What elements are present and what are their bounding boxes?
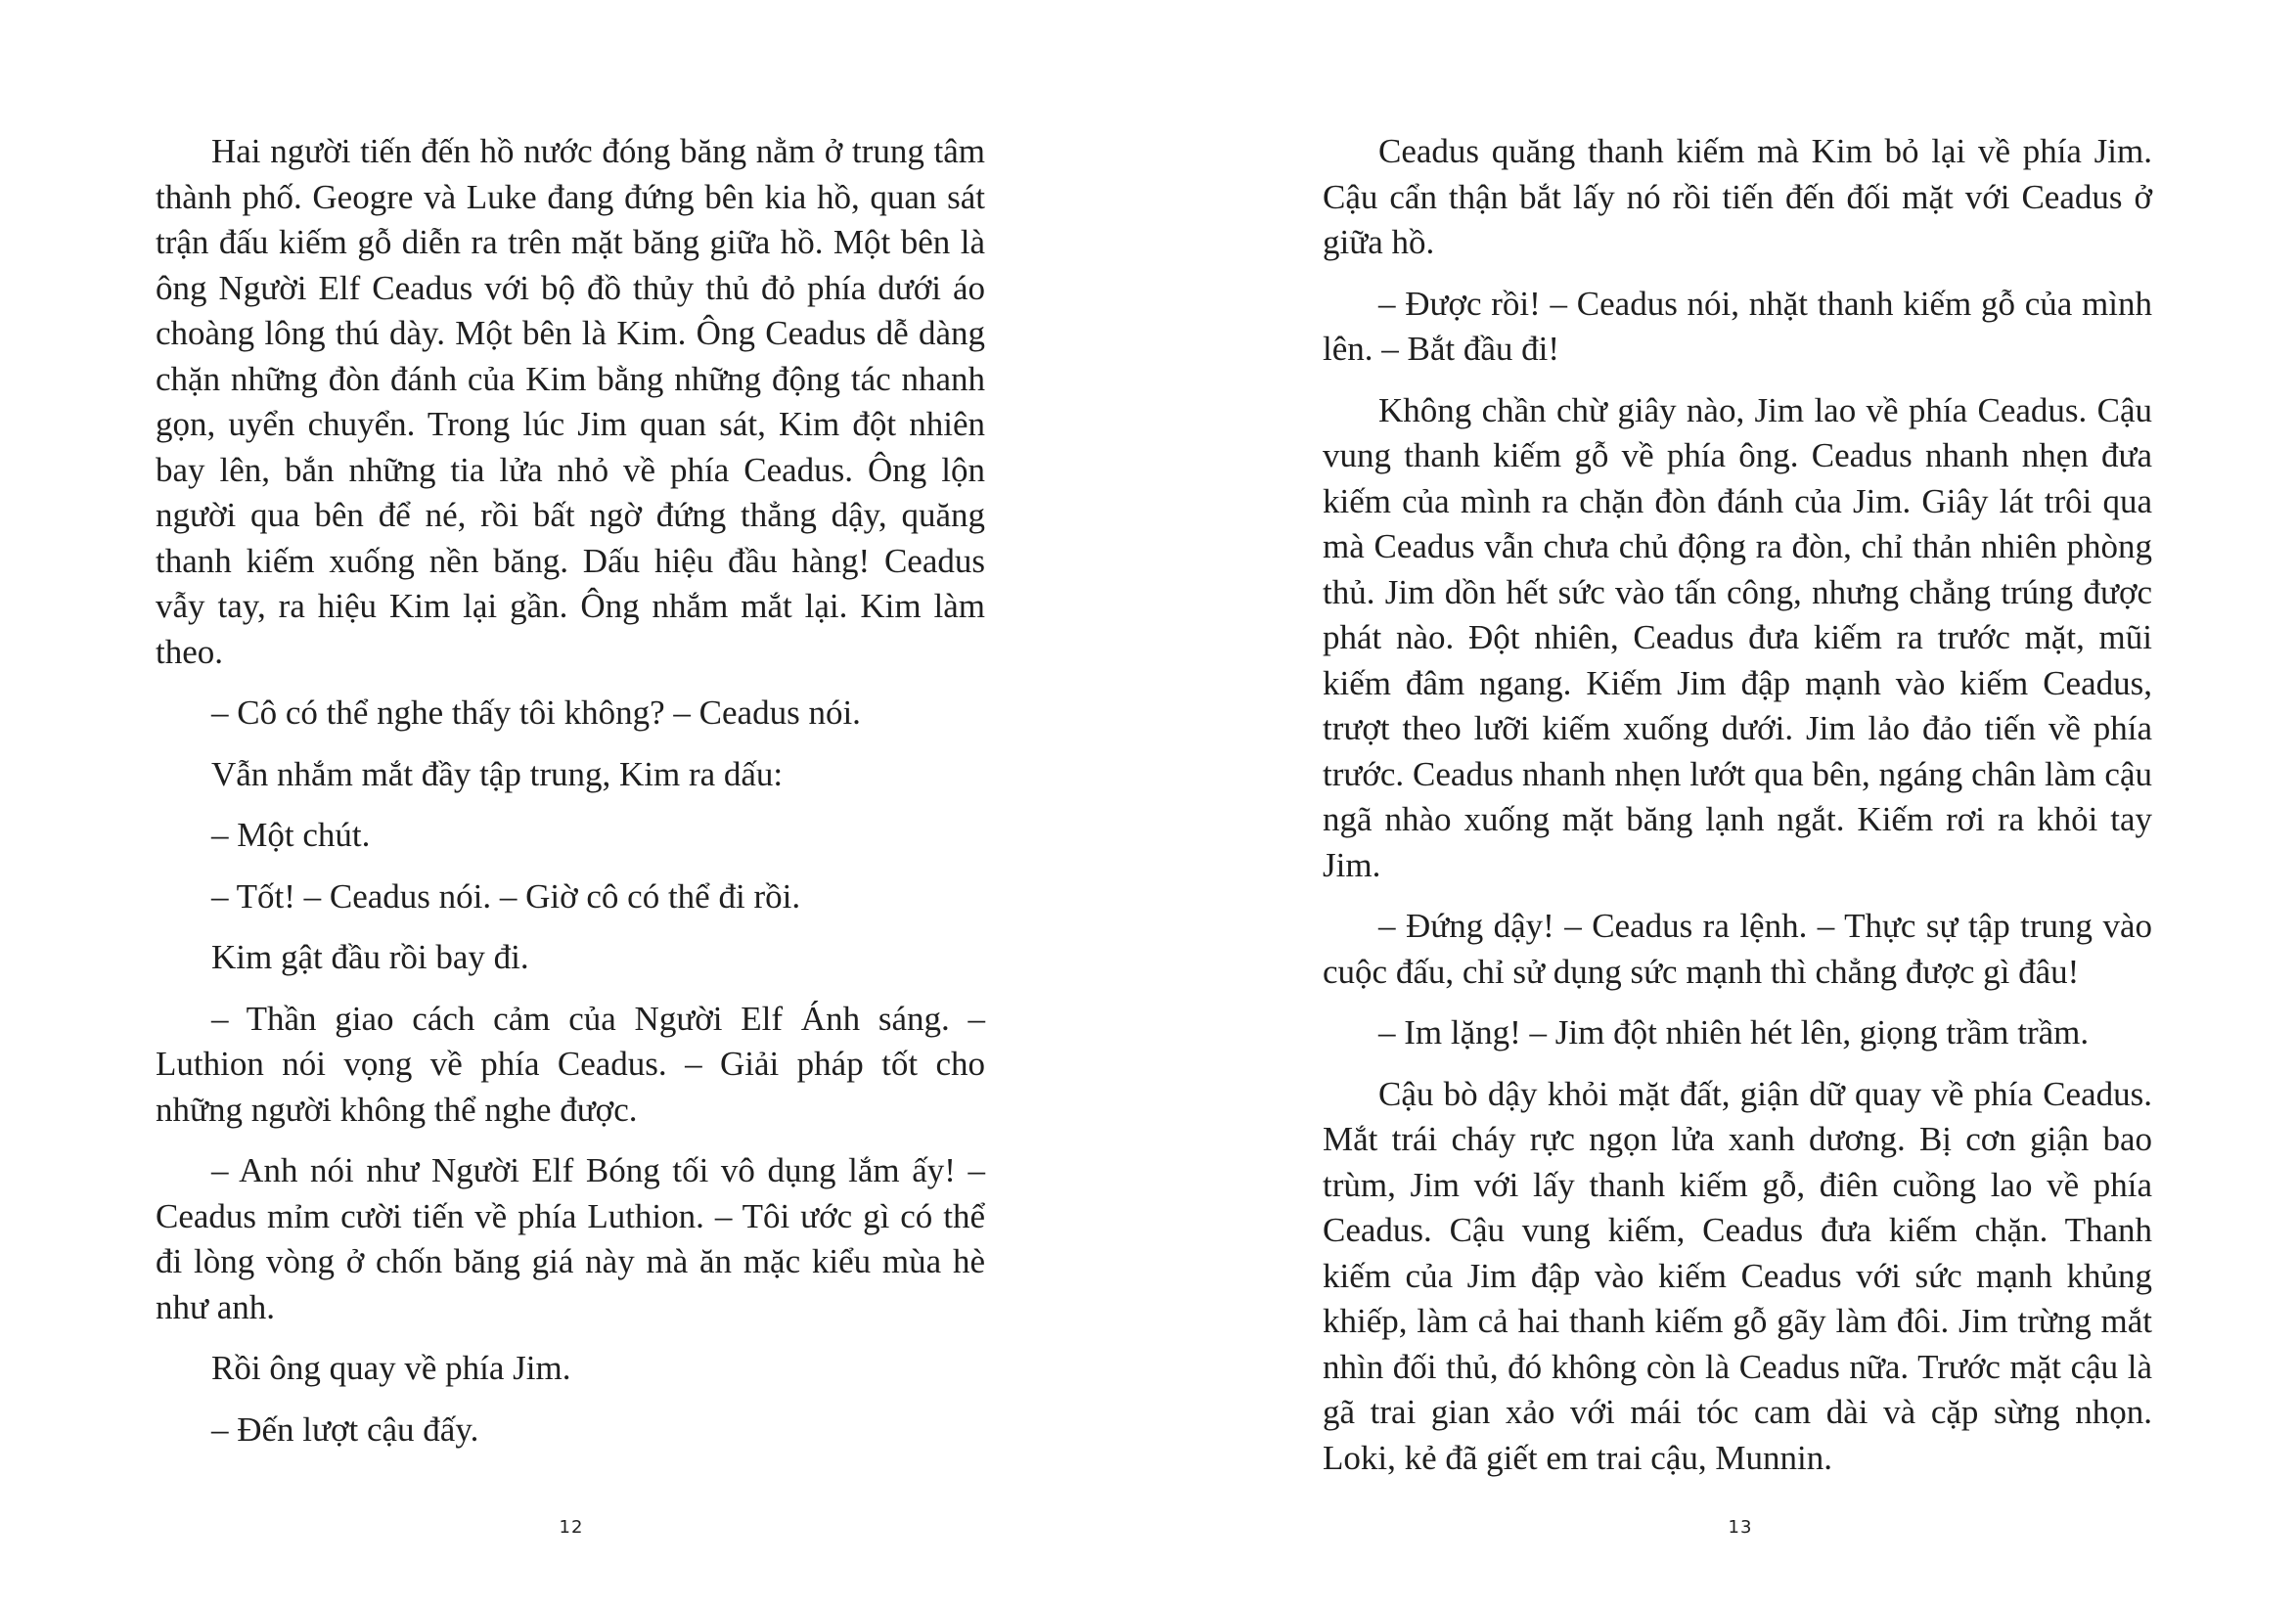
paragraph: – Im lặng! – Jim đột nhiên hét lên, giọng trầm trầm. bbox=[1378, 1013, 2090, 1051]
right-page-text bbox=[1323, 129, 2152, 1481]
paragraph: – Một chút. bbox=[211, 816, 371, 854]
paragraph: – Đứng dậy! – Ceadus ra lệnh. – Thực sự tập trung vào cuộc đấu, chỉ sử dụng sức mạnh thì chẳng được gì đâu! bbox=[1323, 907, 2152, 991]
paragraph: – Đến lượt cậu đấy. bbox=[211, 1409, 479, 1449]
paragraph: – Anh nói như Người Elf Bóng tối vô dụng lắm ấy! – Ceadus mỉm cười tiến về phía Luthion. – Tôi ước gì có thể đi lòng vòng ở chốn băng giá này mà ăn mặc kiểu mùa hè như anh. bbox=[156, 1151, 985, 1326]
right-page bbox=[1148, 0, 2296, 1610]
paragraph: Ceadus quăng thanh kiếm mà Kim bỏ lại về phía Jim. Cậu cẩn thận bắt lấy nó rồi tiến đến đối mặt với Ceadus ở giữa hồ. bbox=[1323, 132, 2152, 261]
page-number-right: 13 bbox=[1728, 1517, 1753, 1538]
paragraph: – Được rồi! – Ceadus nói, nhặt thanh kiếm gỗ của mình lên. – Bắt đầu đi! bbox=[1323, 284, 2152, 368]
paragraph: – Cô có thể nghe thấy tôi không? – Ceadus nói. bbox=[211, 693, 861, 732]
left-page-text bbox=[156, 129, 985, 1453]
paragraph: – Thần giao cách cảm của Người Elf Ánh sáng. – Luthion nói vọng về phía Ceadus. – Giải pháp tốt cho những người không thể nghe được. bbox=[156, 999, 985, 1129]
paragraph: Rồi ông quay về phía Jim. bbox=[211, 1349, 571, 1387]
page-number-left: 12 bbox=[559, 1517, 584, 1538]
paragraph: Không chần chừ giây nào, Jim lao về phía Ceadus. Cậu vung thanh kiếm gỗ về phía ông. Ceadus nhanh nhẹn đưa kiếm của mình ra chặn đòn đánh của Jim. Giây lát trôi qua mà Ceadus vẫn chưa chủ động ra đòn, chỉ thản nhiên phòng thủ. Jim dồn hết sức vào tấn công, nhưng chẳng trúng được phát nào. Đột nhiên, Ceadus đưa kiếm ra trước mặt, mũi kiếm đâm ngang. Kiếm Jim đập mạnh vào kiếm Ceadus, trượt theo lưỡi kiếm xuống dưới. Jim lảo đảo tiến về phía trước. Ceadus nhanh nhẹn lướt qua bên, ngáng chân làm cậu ngã nhào xuống mặt băng lạnh ngắt. Kiếm rơi ra khỏi tay Jim. bbox=[1323, 390, 2152, 884]
paragraph: Hai người tiến đến hồ nước đóng băng nằm ở trung tâm thành phố. Geogre và Luke đang đứng bên kia hồ, quan sát trận đấu kiếm gỗ diễn ra trên mặt băng giữa hồ. Một bên là ông Người Elf Ceadus với bộ đồ thủy thủ đỏ phía dưới áo choàng lông thú dày. Một bên là Kim. Ông Ceadus dễ dàng chặn những đòn đánh của Kim bằng những động tác nhanh gọn, uyển chuyển. Trong lúc Jim quan sát, Kim đột nhiên bay lên, bắn những tia lửa nhỏ về phía Ceadus. Ông lộn người qua bên để né, rồi bất ngờ đứng thẳng dậy, quăng thanh kiếm xuống nền băng. Dấu hiệu đầu hàng! Ceadus vẫy tay, ra hiệu Kim lại gần. Ông nhắm mắt lại. Kim làm theo. bbox=[156, 132, 985, 671]
paragraph: Cậu bò dậy khỏi mặt đất, giận dữ quay về phía Ceadus. Mắt trái cháy rực ngọn lửa xanh dương. Bị cơn giận bao trùm, Jim với lấy thanh kiếm gỗ, điên cuồng lao về phía Ceadus. Cậu vung kiếm, Ceadus đưa kiếm chặn. Thanh kiếm của Jim đập vào kiếm Ceadus với sức mạnh khủng khiếp, làm cả hai thanh kiếm gỗ gãy làm đôi. Jim trừng mắt nhìn đối thủ, đó không còn là Ceadus nữa. Trước mặt cậu là gã trai gian xảo với mái tóc cam dài và cặp sừng nhọn. Loki, kẻ đã giết em trai cậu, Munnin. bbox=[1323, 1074, 2152, 1477]
paragraph: Kim gật đầu rồi bay đi. bbox=[211, 938, 529, 976]
paragraph: – Tốt! – Ceadus nói. – Giờ cô có thể đi rồi. bbox=[211, 876, 801, 916]
paragraph: Vẫn nhắm mắt đầy tập trung, Kim ra dấu: bbox=[211, 754, 784, 793]
